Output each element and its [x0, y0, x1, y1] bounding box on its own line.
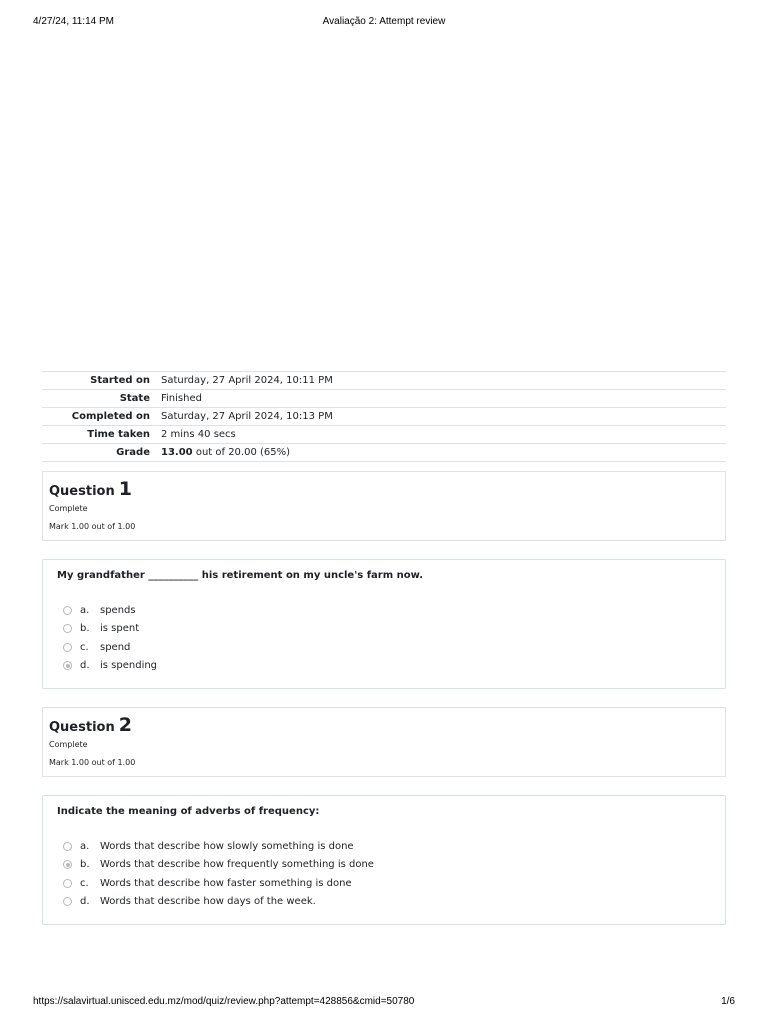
question-text: Indicate the meaning of adverbs of frequency: — [57, 806, 320, 817]
question-text: My grandfather __________ his retirement on my uncle's farm now. — [57, 570, 424, 581]
question-2-info — [42, 707, 726, 777]
question-1-info — [42, 471, 726, 541]
answer-letter: a. — [80, 840, 90, 852]
print-url: https://salavirtual.unisced.edu.mz/mod/quiz/review.php?attempt=428856&cmid=50780 — [33, 996, 415, 1007]
print-page-number: 1/6 — [721, 996, 735, 1007]
summary-row-state — [42, 390, 726, 408]
question-mark: Mark 1.00 out of 1.00 — [49, 758, 136, 767]
print-footer — [33, 996, 735, 1007]
grade-score: 13.00 — [161, 447, 193, 458]
question-label: Question — [49, 484, 115, 499]
answer-option-d[interactable] — [63, 893, 374, 912]
question-number: 1 — [118, 478, 132, 500]
answer-option-d[interactable] — [63, 657, 157, 676]
answer-list — [63, 837, 374, 911]
answer-text: Words that describe how days of the week. — [100, 896, 316, 908]
answer-option-b[interactable] — [63, 856, 374, 875]
question-1-content — [42, 559, 726, 689]
summary-label: Started on — [90, 375, 150, 386]
answer-letter: d. — [80, 660, 90, 672]
answer-text: Words that describe how slowly something is done — [100, 840, 354, 852]
attempt-summary-table — [42, 371, 726, 462]
answer-letter: c. — [80, 877, 89, 889]
radio-unchecked-icon[interactable] — [63, 897, 72, 906]
question-label: Question — [49, 720, 115, 735]
answer-letter: c. — [80, 641, 89, 653]
answer-option-a[interactable] — [63, 601, 157, 620]
answer-letter: b. — [80, 859, 90, 871]
question-2-content — [42, 795, 726, 925]
summary-value: Saturday, 27 April 2024, 10:13 PM — [161, 411, 333, 422]
question-mark: Mark 1.00 out of 1.00 — [49, 522, 136, 531]
grade-out-of: out of 20.00 (65%) — [192, 447, 291, 458]
answer-letter: b. — [80, 623, 90, 635]
summary-row-started — [42, 372, 726, 390]
summary-label: Time taken — [87, 429, 150, 440]
answer-text: spend — [100, 641, 131, 653]
answer-letter: d. — [80, 896, 90, 908]
radio-unchecked-icon[interactable] — [63, 879, 72, 888]
summary-value: Saturday, 27 April 2024, 10:11 PM — [161, 375, 333, 386]
answer-option-b[interactable] — [63, 620, 157, 639]
print-datetime: 4/27/24, 11:14 PM — [33, 16, 114, 27]
answer-option-a[interactable] — [63, 837, 374, 856]
summary-row-grade — [42, 444, 726, 462]
answer-option-c[interactable] — [63, 874, 374, 893]
answer-text: is spending — [100, 660, 158, 672]
question-title — [49, 714, 132, 736]
question-number: 2 — [118, 714, 132, 736]
radio-unchecked-icon[interactable] — [63, 842, 72, 851]
summary-value: Finished — [161, 393, 202, 404]
radio-checked-icon[interactable] — [63, 860, 72, 869]
question-state: Complete — [49, 740, 88, 749]
summary-label: Completed on — [71, 411, 150, 422]
answer-text: Words that describe how faster something is done — [100, 877, 352, 889]
question-title — [49, 478, 132, 500]
answer-text: is spent — [100, 623, 140, 635]
answer-option-c[interactable] — [63, 638, 157, 657]
summary-row-time-taken — [42, 426, 726, 444]
answer-letter: a. — [80, 604, 90, 616]
print-page-title: Avaliação 2: Attempt review — [322, 16, 446, 27]
radio-unchecked-icon[interactable] — [63, 643, 72, 652]
answer-text: Words that describe how frequently something is done — [100, 859, 374, 871]
radio-checked-icon[interactable] — [63, 661, 72, 670]
summary-row-completed — [42, 408, 726, 426]
radio-unchecked-icon[interactable] — [63, 606, 72, 615]
answer-text: spends — [100, 604, 136, 616]
question-state: Complete — [49, 504, 88, 513]
summary-value: 2 mins 40 secs — [161, 429, 236, 440]
summary-label: Grade — [116, 447, 150, 458]
radio-unchecked-icon[interactable] — [63, 624, 72, 633]
summary-label: State — [119, 393, 150, 404]
answer-list — [63, 601, 157, 675]
print-header — [33, 16, 735, 27]
summary-value — [156, 444, 726, 462]
